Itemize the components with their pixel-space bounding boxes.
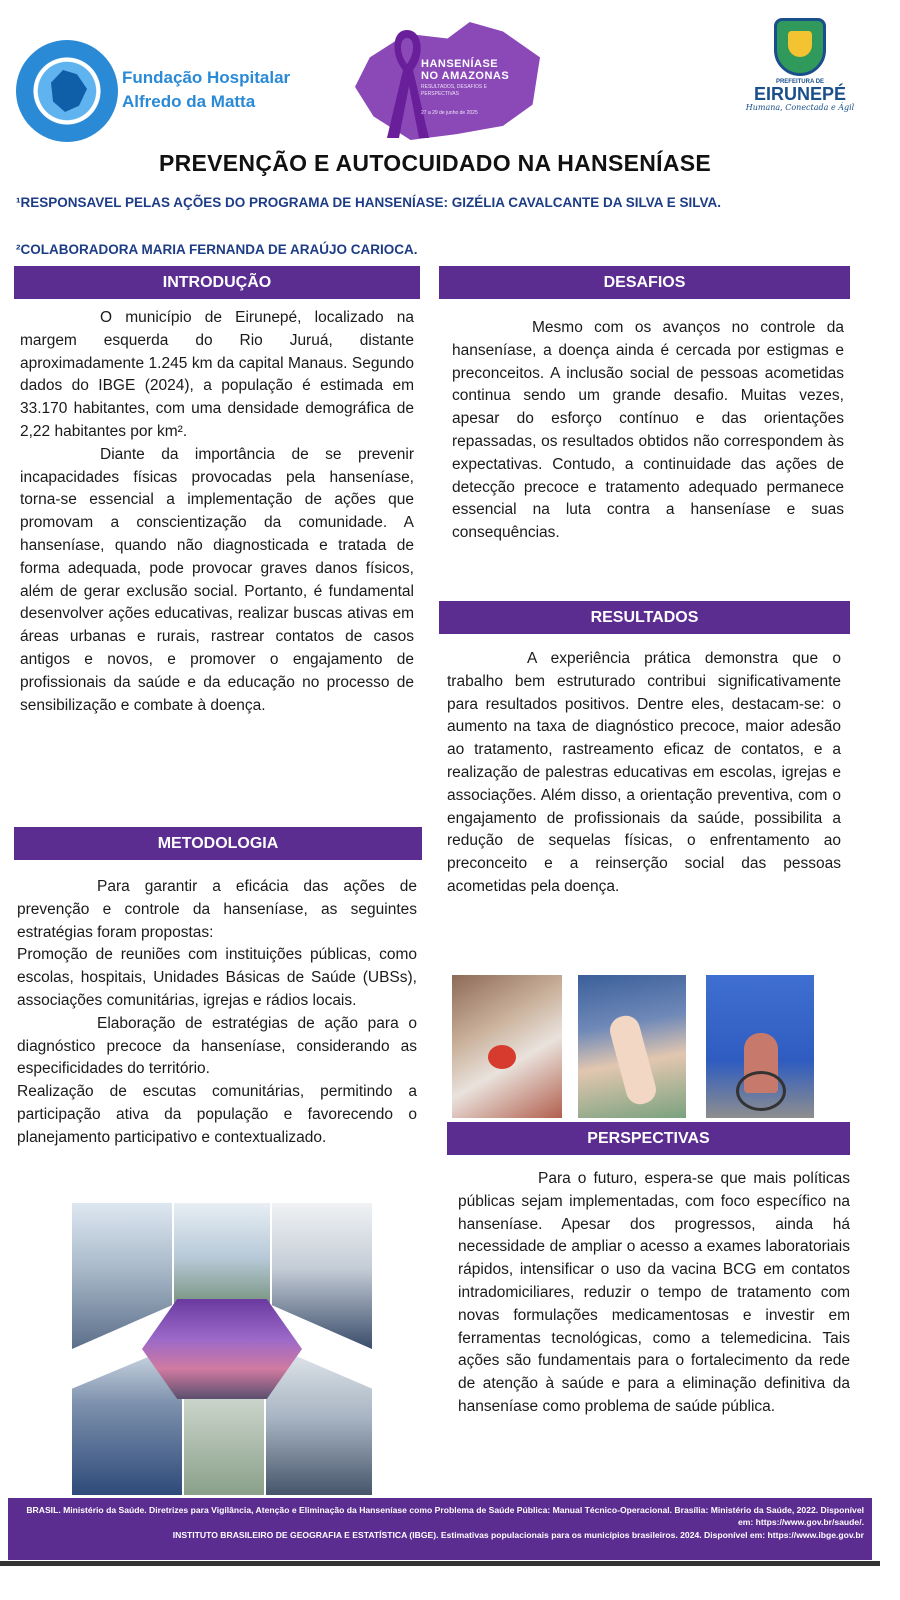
org-name <box>122 66 290 114</box>
clinical-photo-patient <box>706 975 814 1118</box>
introducao-paragraph-1: O município de Eirunepé, localizado na margem esquerda do Rio Juruá, distante aproximadamente 1.245 km da capital Manaus. Segundo dados do IBGE (2024), a população é estimada em 33.170 habitantes, com uma densidade demográfica de 2,22 habitantes por km². <box>20 309 414 440</box>
author-2: ²COLABORADORA MARIA FERNANDA DE ARAÚJO CARIOCA. <box>16 242 418 257</box>
references-footer <box>8 1498 872 1560</box>
metodologia-text <box>17 876 417 1150</box>
desafios-text <box>452 317 844 545</box>
resultados-text <box>447 648 841 899</box>
collage-photo <box>174 1203 270 1313</box>
reference-1: BRASIL. Ministério da Saúde. Diretrizes para Vigilância, Atenção e Eliminação da Hanseníase como Problema de Saúde Pública: Manual Técnico-Operacional. Brasília: Ministério da Saúde, 2022. Disponível em: https://www.gov.br/saude/. <box>26 1505 864 1528</box>
introducao-paragraph-2: Diante da importância de se prevenir incapacidades físicas provocadas pela hanseníase, torna-se essencial a implementação de ações que promovam a conscientização da comunidade. A hanseníase, quando não diagnosticada e tratada de forma adequada, pode provocar graves danos físicos, além de gerar exclusão social. Portanto, é fundamental desenvolver ações educativas, realizar buscas ativas em áreas urbanas e rurais, rastrear contatos de casos antigos e novos, e promover o engajamento de profissionais da saúde e da educação no processo de sensibilização e combate à doença. <box>20 445 414 714</box>
poster-title: PREVENÇÃO E AUTOCUIDADO NA HANSENÍASE <box>158 150 712 176</box>
section-heading-desafios: DESAFIOS <box>439 266 850 299</box>
org-name-line1: Fundação Hospitalar <box>122 68 291 87</box>
metodologia-paragraph-1: Para garantir a eficácia das ações de prevenção e controle da hanseníase, as seguintes estratégias foram propostas: <box>17 878 417 941</box>
prefeitura-logo <box>735 18 865 128</box>
perspectivas-text <box>458 1168 850 1419</box>
perspectivas-paragraph-1: Para o futuro, espera-se que mais políticas públicas sejam implementadas, com foco específico na hanseníase. Apesar dos progressos, ainda há necessidade de ampliar o acesso a exames laboratoriais rápidos, intensificar o uso da vacina BCG em contatos intradomiciliares, reduzir o tempo de tratamento com novas formulações medicamentosas e investir em ferramentas tecnológicas, como a telemedicina. Tais ações são fundamentais para o fortalecimento da rede de atenção à saúde e para a eliminação definitiva da hanseníase como problema de saúde pública. <box>458 1170 850 1415</box>
author-1: ¹RESPONSAVEL PELAS AÇÕES DO PROGRAMA DE HANSENÍASE: GIZÉLIA CAVALCANTE DA SILVA E SILVA. <box>16 195 722 210</box>
event-date: 27 a 29 de junho de 2025 <box>421 110 478 116</box>
city-name: EIRUNEPÉ <box>753 84 847 104</box>
section-heading-introducao: INTRODUÇÃO <box>14 266 420 299</box>
introducao-text <box>20 307 414 717</box>
section-heading-metodologia: METODOLOGIA <box>14 827 422 860</box>
prefeitura-label: PREFEITURA DE <box>775 79 825 85</box>
city-crest-icon <box>774 18 826 76</box>
section-heading-resultados: RESULTADOS <box>439 601 850 634</box>
collage-photo <box>272 1203 372 1349</box>
org-name-line2: Alfredo da Matta <box>122 92 256 111</box>
bottom-divider <box>0 1561 880 1566</box>
event-title-line1: HANSENÍASE <box>421 58 499 70</box>
poster-header <box>0 0 900 150</box>
amazonas-map-icon <box>47 70 87 112</box>
resultados-paragraph-1: A experiência prática demonstra que o trabalho bem estruturado contribui significativamente para resultados positivos. Dentre eles, destacam-se: o aumento na taxa de diagnóstico precoce, maior adesão ao tratamento, rastreamento eficaz de contatos, e a realização de palestras educativas em escolas, igrejas e associações. Além disso, a orientação preventiva, com o engajamento de profissionais da saúde, possibilita a redução de sequelas físicas, o enfrentamento ao preconceito e a reinserção social das pessoas acometidas pela doença. <box>447 650 841 895</box>
event-subtitle: RESULTADOS, DESAFIOS E PERSPECTIVAS <box>421 84 487 97</box>
event-title <box>421 58 509 82</box>
city-motto: Humana, Conectada e Ágil <box>745 103 855 112</box>
collage-photo <box>184 1393 264 1495</box>
event-title-line2: NO AMAZONAS <box>421 70 510 82</box>
metodologia-paragraph-3: Elaboração de estratégias de ação para o diagnóstico precoce da hanseníase, considerando as especificidades do território. <box>17 1014 417 1078</box>
metodologia-paragraph-4: Realização de escutas comunitárias, permitindo a participação ativa da população e favorecendo o planejamento participativo e contextualizado. <box>17 1083 417 1146</box>
metodologia-paragraph-2: Promoção de reuniões com instituições públicas, como escolas, hospitais, Unidades Básicas de Saúde (UBSs), associações comunitárias, igrejas e rádios locais. <box>17 946 417 1009</box>
reference-2: INSTITUTO BRASILEIRO DE GEOGRAFIA E ESTATÍSTICA (IBGE). Estimativas populacionais para os municípios brasileiros. 2024. Disponível em: https://www.ibge.gov.br <box>172 1529 864 1540</box>
activities-photo-collage <box>72 1203 372 1495</box>
event-logo <box>355 14 540 142</box>
desafios-paragraph-1: Mesmo com os avanços no controle da hanseníase, a doença ainda é cercada por estigmas e preconceitos. A inclusão social de pessoas acometidas continua sendo um grande desafio. Muitas vezes, apesar do esforço contínuo e das orientações repassadas, os resultados obtidos não correspondem às expectativas. Contudo, a continuidade das ações de detecção precoce e tratamento adequado permanece essencial na luta contra a hanseníase e suas consequências. <box>452 319 844 542</box>
collage-photo <box>72 1203 172 1349</box>
section-heading-perspectivas: PERSPECTIVAS <box>447 1122 850 1155</box>
clinical-photo-wound <box>452 975 562 1118</box>
fundacao-logo <box>16 40 118 142</box>
clinical-photo-exam <box>578 975 686 1118</box>
